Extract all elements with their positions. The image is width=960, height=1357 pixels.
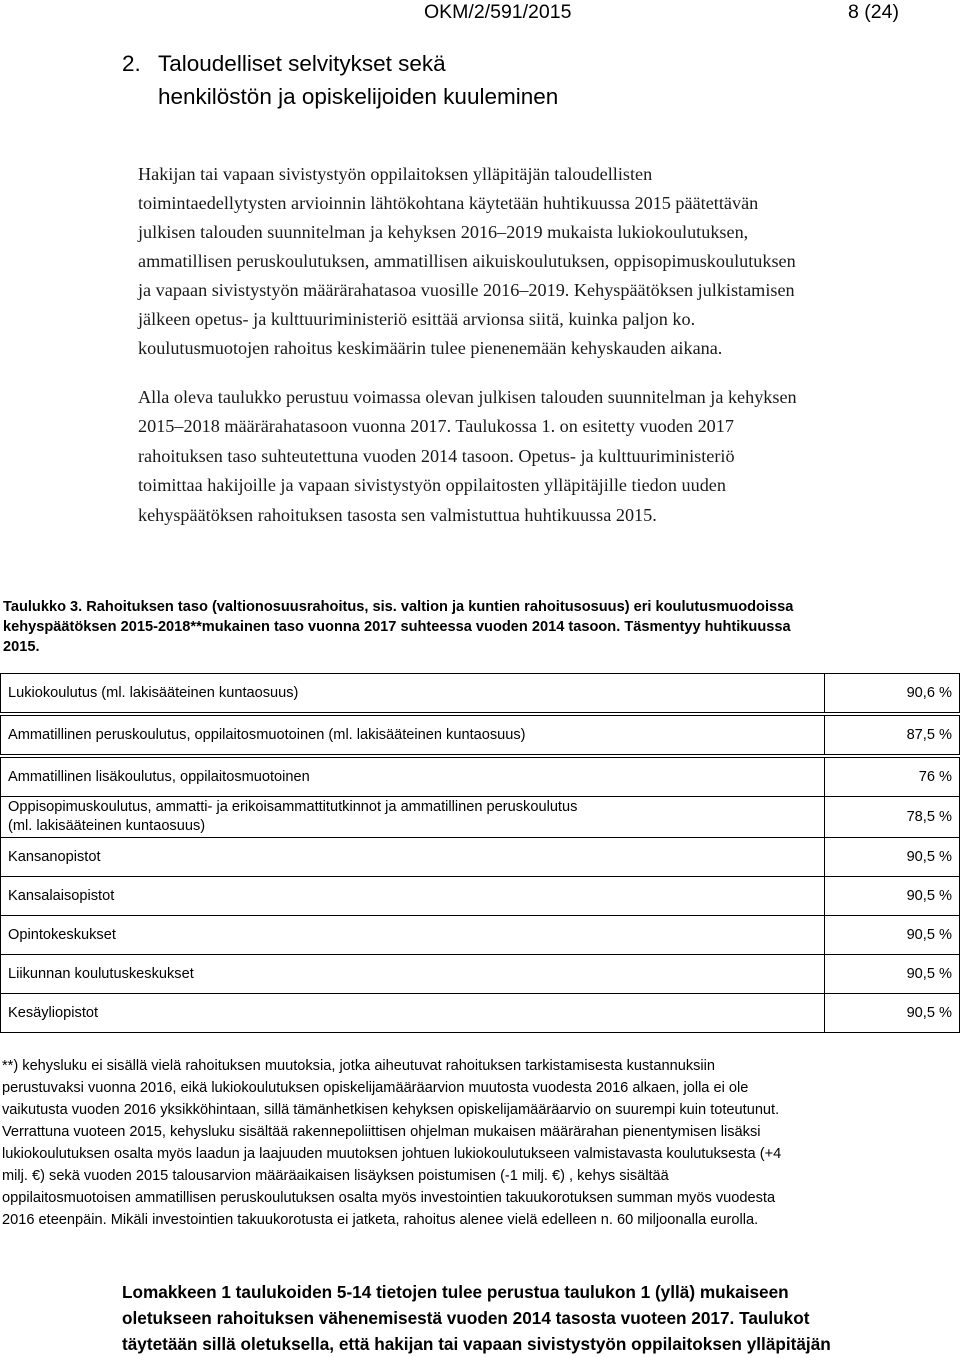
footnote-line: milj. €) sekä vuoden 2015 talousarvion määräaikaisen lisäyksen poistumisen (-1 milj. €) , kehys sisältää — [2, 1168, 669, 1184]
caption-line: 2015. — [3, 639, 40, 655]
paragraph-line: 2015–2018 määrärahatasoon vuonna 2017. Taulukossa 1. on esitetty vuoden 2017 — [138, 416, 734, 437]
document-reference: OKM/2/591/2015 — [424, 1, 572, 23]
section-title-line: Taloudelliset selvitykset sekä — [158, 51, 446, 76]
closing-line: täytetään sillä oletuksella, että hakijan tai vapaan sivistystyön oppilaitoksen ylläpitäjän — [122, 1334, 831, 1354]
table-cell-label: Liikunnan koulutuskeskukset — [1, 955, 825, 994]
table-cell-label: Kansanopistot — [1, 838, 825, 877]
table-row — [1, 674, 960, 713]
table-cell-value: 78,5 % — [825, 797, 960, 838]
footnote-line: perustuvaksi vuonna 2016, eikä lukiokoulutuksen opiskelijamääräarvion muutosta vuodesta 2016 alkaen, jolla ei ole — [2, 1080, 749, 1096]
intro-paragraph — [138, 160, 938, 363]
table-cell-label — [1, 797, 825, 838]
table-row — [1, 877, 960, 916]
footnote-line: vaikutusta vuoden 2016 yksikköhintaan, sillä tämänhetkisen kehyksen opiskelijamääräarvio on suurempi kuin toteutunut. — [2, 1102, 780, 1118]
page-number: 8 (24) — [848, 1, 899, 23]
table-cell-label: Opintokeskukset — [1, 916, 825, 955]
paragraph-line: koulutusmuotojen rahoitus keskimäärin tulee pienenemään kehyskauden aikana. — [138, 338, 723, 358]
paragraph-line: toimintaedellytysten arvioinnin lähtökohtana käytetään huhtikuussa 2015 päätettävän — [138, 193, 759, 213]
table-cell-value: 90,5 % — [825, 877, 960, 916]
table-cell-value: 90,5 % — [825, 955, 960, 994]
table-cell-label: Lukiokoulutus (ml. lakisääteinen kuntaosuus) — [1, 674, 825, 713]
paragraph-line: toimittaa hakijoille ja vapaan sivistystyön oppilaitosten ylläpitäjille tiedon uuden — [138, 475, 726, 496]
table-cell-value: 90,5 % — [825, 994, 960, 1033]
footnote-line: 2016 eteenpäin. Mikäli investointien takuukorotusta ei jatketa, rahoitus alenee vielä edelleen n. 60 miljoonalla eurolla. — [2, 1212, 759, 1228]
table-cell-label: Kansalaisopistot — [1, 877, 825, 916]
caption-line: Taulukko 3. Rahoituksen taso (valtionosuusrahoitus, sis. valtion ja kuntien rahoitusosuus) eri koulutusmuodoissa — [3, 599, 794, 615]
funding-level-table — [0, 673, 960, 1033]
paragraph-line: kehyspäätöksen rahoituksen tasosta sen valmistuttua huhtikuussa 2015. — [138, 504, 657, 525]
footnote-line: **) kehysluku ei sisällä vielä rahoituksen muutoksia, jotka aiheutuvat rahoituksen tarkistamisesta kustannuksiin — [2, 1058, 716, 1074]
table-cell-value: 90,5 % — [825, 916, 960, 955]
table-row — [1, 916, 960, 955]
paragraph-line: julkisen talouden suunnitelman ja kehyksen 2016–2019 mukaista lukiokoulutuksen, — [138, 222, 749, 242]
table-cell-value: 87,5 % — [825, 716, 960, 755]
paragraph-line: jälkeen opetus- ja kulttuuriministeriö esittää arvionsa siitä, kuinka paljon ko. — [138, 309, 696, 329]
closing-line: oletukseen rahoituksen vähenemisestä vuoden 2014 tasosta vuoteen 2017. Taulukot — [122, 1308, 810, 1328]
footnote-line: lukiokoulutuksen osalta myös laadun ja laajuuden muutoksen johtuen lukiokoulutukseen valmistavasta koulutuksesta (+4 — [2, 1146, 782, 1162]
paragraph-line: ja vapaan sivistystyön määrärahatasoa vuosille 2016–2019. Kehyspäätöksen julkistamisen — [138, 280, 795, 300]
table-cell-label: Ammatillinen peruskoulutus, oppilaitosmuotoinen (ml. lakisääteinen kuntaosuus) — [1, 716, 825, 755]
table-row — [1, 716, 960, 755]
table-cell-label: Ammatillinen lisäkoulutus, oppilaitosmuotoinen — [1, 758, 825, 797]
closing-line: Lomakkeen 1 taulukoiden 5-14 tietojen tulee perustua taulukon 1 (yllä) mukaiseen — [122, 1282, 789, 1302]
paragraph-line: Hakijan tai vapaan sivistystyön oppilaitoksen ylläpitäjän taloudellisten — [138, 164, 653, 184]
footnote-line: Verrattuna vuoteen 2015, kehysluku sisältää rakennepoliittisen ohjelman mukaisen määrärahan pienentymisen lisäksi — [2, 1124, 761, 1140]
table-cell-value: 90,5 % — [825, 838, 960, 877]
table-cell-label: Kesäyliopistot — [1, 994, 825, 1033]
label-line: (ml. lakisääteinen kuntaosuus) — [8, 818, 206, 834]
table-row — [1, 797, 960, 838]
section-title-line: henkilöstön ja opiskelijoiden kuuleminen — [158, 84, 559, 109]
paragraph-line: ammatillisen peruskoulutuksen, ammatillisen aikuiskoulutuksen, oppisopimuskoulutuksen — [138, 251, 796, 271]
paragraph-line: rahoituksen taso suhteutettuna vuoden 2014 tasoon. Opetus- ja kulttuuriministeriö — [138, 445, 735, 466]
label-line: Oppisopimuskoulutus, ammatti- ja erikoisammattitutkinnot ja ammatillinen peruskoulutus — [8, 799, 578, 815]
table-row — [1, 838, 960, 877]
section-number: 2. — [122, 51, 141, 76]
table-row — [1, 758, 960, 797]
caption-line: kehyspäätöksen 2015-2018**mukainen taso vuonna 2017 suhteessa vuoden 2014 tasoon. Täsmentyy huhtikuussa — [3, 619, 791, 635]
closing-paragraph — [122, 1279, 942, 1357]
table-cell-value: 90,6 % — [825, 674, 960, 713]
footnote-line: oppilaitosmuotoisen ammatillisen peruskoulutuksen osalta myös investointien takuukorotuksen summan myös vuodesta — [2, 1190, 776, 1206]
table-footnote — [2, 1055, 958, 1231]
table-row — [1, 994, 960, 1033]
table-cell-value: 76 % — [825, 758, 960, 797]
table-row — [1, 955, 960, 994]
table-caption — [3, 597, 958, 657]
table-intro-paragraph — [138, 383, 938, 530]
paragraph-line: Alla oleva taulukko perustuu voimassa olevan julkisen talouden suunnitelman ja kehyksen — [138, 387, 797, 407]
